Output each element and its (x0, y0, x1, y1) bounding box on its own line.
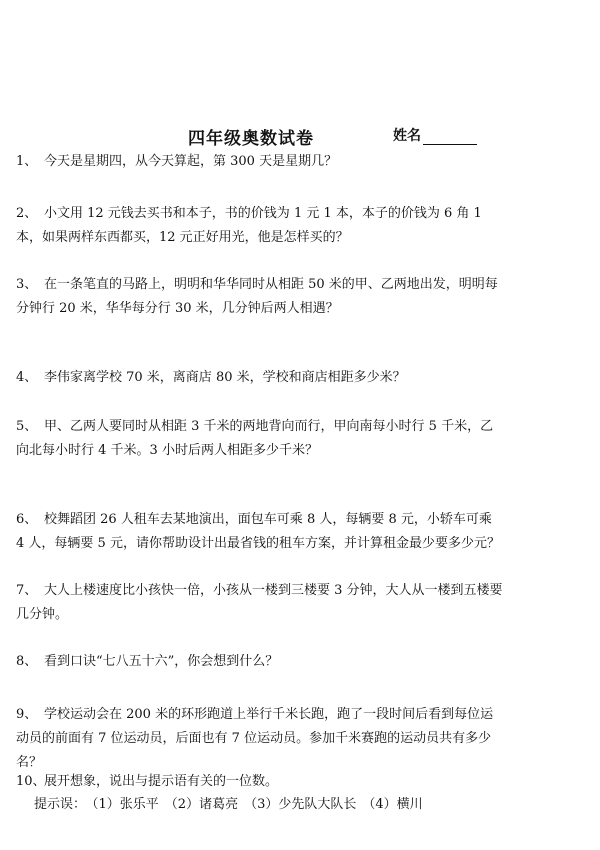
question-number: 6、 (16, 512, 38, 527)
question-text: 大人上楼速度比小孩快一倍，小孩从一楼到三楼要 3 分钟，大人从一楼到五楼要几分钟。 (16, 583, 503, 622)
question-4 (16, 366, 504, 390)
question-number: 7、 (16, 583, 38, 598)
question-3 (16, 273, 504, 321)
hint-item: （2）诸葛亮 (164, 797, 239, 812)
question-number: 9、 (16, 707, 38, 722)
question-5 (16, 415, 504, 463)
name-label: 姓名 (393, 128, 421, 144)
question-text: 李伟家离学校 70 米，离商店 80 米，学校和商店相距多少米？ (44, 370, 406, 385)
name-blank-line (423, 130, 477, 145)
hint-item: （1）张乐平 (92, 797, 159, 812)
question-2 (16, 202, 504, 250)
question-text: 在一条笔直的马路上，明明和华华同时从相距 50 米的甲、乙两地出发，明明每分钟行 20 米，华华每分行 30 米，几分钟后两人相遇？ (16, 277, 498, 316)
question-number: 1、 (16, 154, 38, 169)
question-number: 4、 (16, 370, 38, 385)
question-text: 看到口诀“七八五十六”，你会想到什么？ (44, 654, 279, 669)
question-text: 今天是星期四，从今天算起，第 300 天是星期几？ (44, 154, 338, 169)
question-number: 5、 (16, 419, 38, 434)
question-9 (16, 703, 504, 775)
question-text: 甲、乙两人要同时从相距 3 千米的两地背向而行，甲向南每小时行 5 千米，乙向北每小时行 4 千米。3 小时后两人相距多少千米？ (16, 419, 494, 458)
hint-item: （4）横川 (362, 797, 423, 812)
page-title: 四年级奥数试卷 (188, 129, 314, 149)
hint-line (34, 793, 429, 817)
question-number: 2、 (16, 206, 38, 221)
question-1 (16, 150, 504, 174)
hint-item: （3）少先队大队长 (244, 797, 357, 812)
question-number: 8、 (16, 654, 38, 669)
question-number: 10、 (16, 774, 46, 789)
question-text: 小文用 12 元钱去买书和本子，书的价钱为 1 元 1 本，本子的价钱为 6 角 1 本，如果两样东西都买，12 元正好用光，他是怎样买的？ (16, 206, 482, 245)
question-text: 学校运动会在 200 米的环形跑道上举行千米长跑，跑了一段时间后看到每位运动员的前面有 7 位运动员，后面也有 7 位运动员。参加千米赛跑的运动员共有多少名？ (16, 707, 494, 770)
question-text: 展开想象，说出与提示语有关的一位数。 (44, 774, 279, 789)
question-number: 3、 (16, 277, 38, 292)
question-8 (16, 650, 504, 674)
question-6 (16, 508, 504, 556)
hint-label: 提示误： (34, 797, 87, 812)
header (0, 124, 600, 148)
question-7 (16, 579, 504, 627)
question-10 (16, 770, 504, 794)
question-text: 校舞蹈团 26 人租车去某地演出，面包车可乘 8 人，每辆要 8 元，小轿车可乘 4 人，每辆要 5 元，请你帮助设计出最省钱的租车方案，并计算租金最少要多少元？ (16, 512, 500, 551)
name-field (393, 125, 477, 145)
